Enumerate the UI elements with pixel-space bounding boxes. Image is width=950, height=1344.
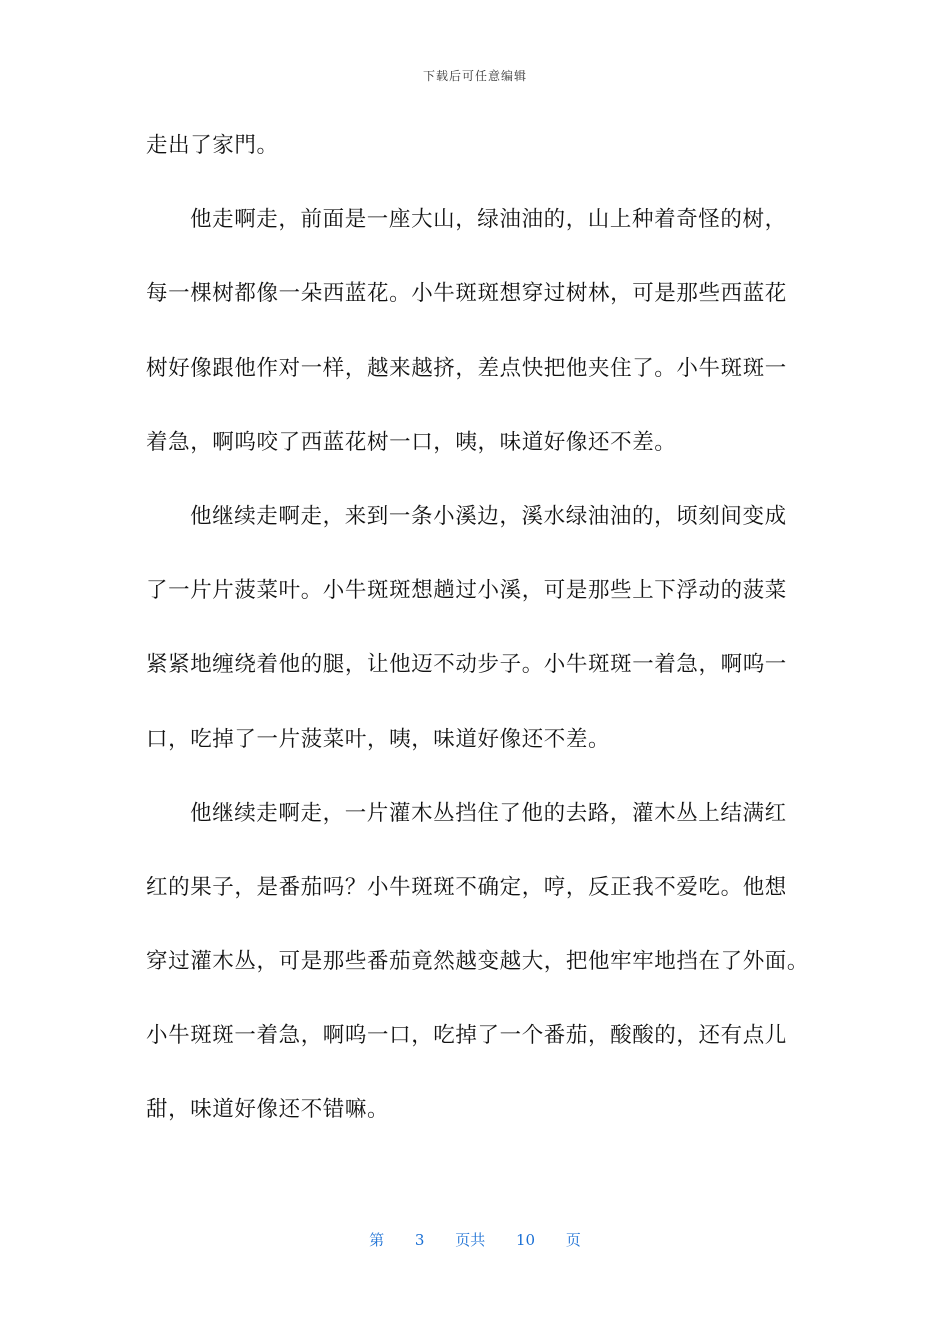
total-pages-number: 10 xyxy=(516,1231,536,1249)
text-line: 树好像跟他作对一样，越来越挤，差点快把他夹住了。小牛斑斑一 xyxy=(146,355,787,381)
text-line: 他继续走啊走，一片灌木丛挡住了他的去路，灌木丛上结满红 xyxy=(190,800,787,826)
page-footer xyxy=(0,1229,950,1250)
page-suffix: 页 xyxy=(565,1231,581,1249)
text-line: 了一片片菠菜叶。小牛斑斑想趟过小溪，可是那些上下浮动的菠菜 xyxy=(146,578,787,604)
text-line: 小牛斑斑一着急，啊呜一口，吃掉了一个番茄，酸酸的，还有点儿 xyxy=(146,1023,787,1049)
text-line: 着急，啊呜咬了西蓝花树一口，咦，味道好像还不差。 xyxy=(146,429,677,455)
header-note: 下载后可任意编辑 xyxy=(422,69,527,83)
text-line: 每一棵树都像一朵西蓝花。小牛斑斑想穿过树林，可是那些西蓝花 xyxy=(146,281,787,307)
page-mid: 页共 xyxy=(455,1231,486,1249)
text-line: 甜，味道好像还不错嘛。 xyxy=(146,1097,390,1123)
text-line: 他继续走啊走，来到一条小溪边，溪水绿油油的，顷刻间变成 xyxy=(190,503,787,529)
text-line: 红的果子，是番茄吗？小牛斑斑不确定，哼，反正我不爱吃。他想 xyxy=(146,874,787,900)
page-prefix: 第 xyxy=(369,1231,385,1249)
text-line: 他走啊走，前面是一座大山，绿油油的，山上种着奇怪的树， xyxy=(190,207,787,233)
text-line: 穿过灌木丛，可是那些番茄竟然越变越大，把他牢牢地挡在了外面。 xyxy=(146,949,810,975)
document-body xyxy=(146,122,818,1161)
text-line: 走出了家門。 xyxy=(146,133,279,158)
current-page-number: 3 xyxy=(414,1231,425,1249)
text-line: 口，吃掉了一片菠菜叶，咦，味道好像还不差。 xyxy=(146,726,611,752)
text-line: 紧紧地缠绕着他的腿，让他迈不动步子。小牛斑斑一着急，啊呜一 xyxy=(146,652,787,678)
